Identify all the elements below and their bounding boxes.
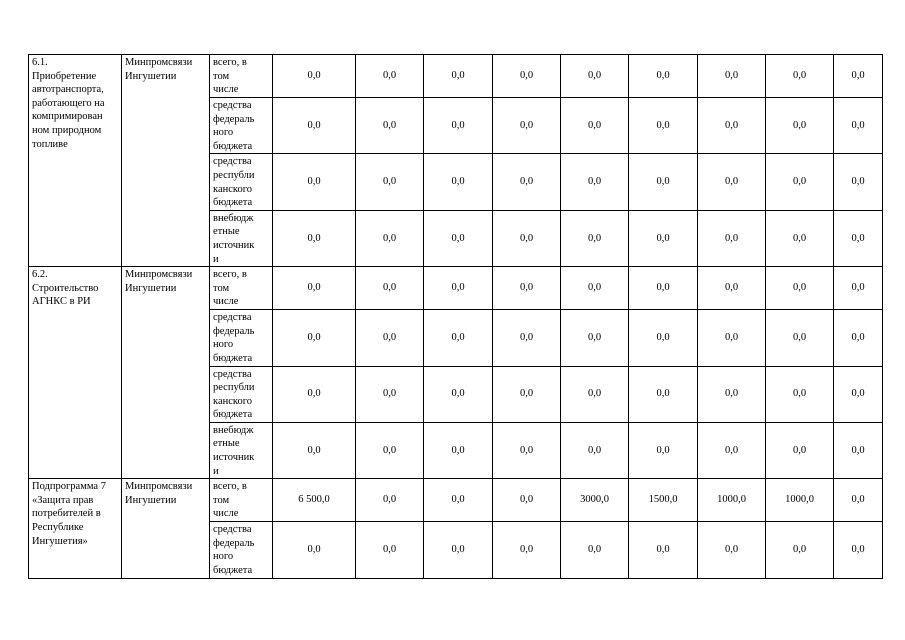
- value-cell: 0,0: [834, 55, 883, 98]
- value-cell: 0,0: [424, 422, 493, 478]
- table-row: [29, 479, 883, 522]
- value-cell: 6 500,0: [273, 479, 356, 522]
- value-cell: 0,0: [561, 210, 629, 266]
- value-cell: 0,0: [273, 422, 356, 478]
- value-cell: 0,0: [698, 267, 766, 310]
- value-cell: 0,0: [273, 154, 356, 210]
- value-cell: 0,0: [273, 522, 356, 578]
- value-cell: 0,0: [629, 267, 698, 310]
- executor-cell: Минпромсвязи Ингушетии: [122, 55, 210, 267]
- value-cell: 0,0: [629, 55, 698, 98]
- value-cell: 0,0: [766, 366, 834, 422]
- value-cell: 0,0: [356, 422, 424, 478]
- value-cell: 0,0: [629, 366, 698, 422]
- funding-source-cell: внебюдж етные источник и: [210, 210, 273, 266]
- value-cell: 3000,0: [561, 479, 629, 522]
- value-cell: 0,0: [766, 310, 834, 366]
- funding-source-cell: средства федераль ного бюджета: [210, 98, 273, 154]
- value-cell: 0,0: [698, 366, 766, 422]
- value-cell: 0,0: [561, 98, 629, 154]
- value-cell: 1000,0: [698, 479, 766, 522]
- funding-source-cell: средства республи канского бюджета: [210, 154, 273, 210]
- executor-cell: Минпромсвязи Ингушетии: [122, 267, 210, 479]
- value-cell: 0,0: [766, 154, 834, 210]
- funding-source-cell: средства федераль ного бюджета: [210, 522, 273, 578]
- value-cell: 0,0: [273, 310, 356, 366]
- value-cell: 0,0: [356, 267, 424, 310]
- value-cell: 0,0: [424, 310, 493, 366]
- value-cell: 0,0: [629, 422, 698, 478]
- value-cell: 0,0: [561, 154, 629, 210]
- value-cell: 0,0: [629, 310, 698, 366]
- value-cell: 0,0: [834, 267, 883, 310]
- value-cell: 0,0: [834, 98, 883, 154]
- value-cell: 0,0: [698, 210, 766, 266]
- value-cell: 0,0: [356, 522, 424, 578]
- funding-source-cell: всего, в том числе: [210, 267, 273, 310]
- value-cell: 0,0: [356, 479, 424, 522]
- value-cell: 0,0: [629, 98, 698, 154]
- measure-name-cell: 6.2. Строительство АГНКС в РИ: [29, 267, 122, 479]
- value-cell: 0,0: [493, 310, 561, 366]
- value-cell: 0,0: [698, 154, 766, 210]
- measure-name-cell: 6.1. Приобретение автотранспорта, работающего на компримирован ном природном топливе: [29, 55, 122, 267]
- value-cell: 1500,0: [629, 479, 698, 522]
- table-row: [29, 55, 883, 98]
- value-cell: 0,0: [766, 210, 834, 266]
- value-cell: 0,0: [561, 55, 629, 98]
- funding-source-cell: средства федераль ного бюджета: [210, 310, 273, 366]
- funding-source-cell: средства республи канского бюджета: [210, 366, 273, 422]
- value-cell: 0,0: [629, 522, 698, 578]
- value-cell: 0,0: [356, 98, 424, 154]
- value-cell: 0,0: [493, 210, 561, 266]
- measure-name-cell: Подпрограмма 7 «Защита прав потребителей в Республике Ингушетия»: [29, 479, 122, 578]
- value-cell: 0,0: [356, 55, 424, 98]
- value-cell: 0,0: [766, 267, 834, 310]
- budget-table: [28, 54, 883, 579]
- value-cell: 0,0: [493, 267, 561, 310]
- funding-source-cell: всего, в том числе: [210, 479, 273, 522]
- value-cell: 0,0: [834, 210, 883, 266]
- value-cell: 0,0: [356, 210, 424, 266]
- value-cell: 0,0: [424, 210, 493, 266]
- value-cell: 0,0: [561, 522, 629, 578]
- value-cell: 0,0: [834, 479, 883, 522]
- value-cell: 0,0: [493, 522, 561, 578]
- value-cell: 0,0: [493, 55, 561, 98]
- value-cell: 0,0: [424, 98, 493, 154]
- value-cell: 0,0: [766, 55, 834, 98]
- value-cell: 0,0: [356, 310, 424, 366]
- value-cell: 0,0: [493, 422, 561, 478]
- value-cell: 0,0: [424, 366, 493, 422]
- funding-source-cell: всего, в том числе: [210, 55, 273, 98]
- value-cell: 0,0: [766, 522, 834, 578]
- value-cell: 1000,0: [766, 479, 834, 522]
- value-cell: 0,0: [834, 310, 883, 366]
- value-cell: 0,0: [493, 366, 561, 422]
- value-cell: 0,0: [273, 55, 356, 98]
- value-cell: 0,0: [424, 522, 493, 578]
- value-cell: 0,0: [424, 479, 493, 522]
- value-cell: 0,0: [424, 55, 493, 98]
- funding-source-cell: внебюдж етные источник и: [210, 422, 273, 478]
- value-cell: 0,0: [493, 154, 561, 210]
- value-cell: 0,0: [273, 267, 356, 310]
- value-cell: 0,0: [834, 422, 883, 478]
- value-cell: 0,0: [493, 479, 561, 522]
- table-row: [29, 267, 883, 310]
- value-cell: 0,0: [561, 267, 629, 310]
- value-cell: 0,0: [629, 210, 698, 266]
- value-cell: 0,0: [698, 55, 766, 98]
- value-cell: 0,0: [493, 98, 561, 154]
- value-cell: 0,0: [698, 522, 766, 578]
- value-cell: 0,0: [356, 154, 424, 210]
- value-cell: 0,0: [698, 310, 766, 366]
- value-cell: 0,0: [766, 98, 834, 154]
- executor-cell: Минпромсвязи Ингушетии: [122, 479, 210, 578]
- value-cell: 0,0: [561, 310, 629, 366]
- value-cell: 0,0: [766, 422, 834, 478]
- value-cell: 0,0: [834, 154, 883, 210]
- value-cell: 0,0: [834, 366, 883, 422]
- value-cell: 0,0: [561, 366, 629, 422]
- value-cell: 0,0: [561, 422, 629, 478]
- value-cell: 0,0: [629, 154, 698, 210]
- value-cell: 0,0: [356, 366, 424, 422]
- value-cell: 0,0: [273, 98, 356, 154]
- value-cell: 0,0: [834, 522, 883, 578]
- value-cell: 0,0: [273, 366, 356, 422]
- value-cell: 0,0: [273, 210, 356, 266]
- value-cell: 0,0: [424, 154, 493, 210]
- value-cell: 0,0: [698, 98, 766, 154]
- value-cell: 0,0: [698, 422, 766, 478]
- value-cell: 0,0: [424, 267, 493, 310]
